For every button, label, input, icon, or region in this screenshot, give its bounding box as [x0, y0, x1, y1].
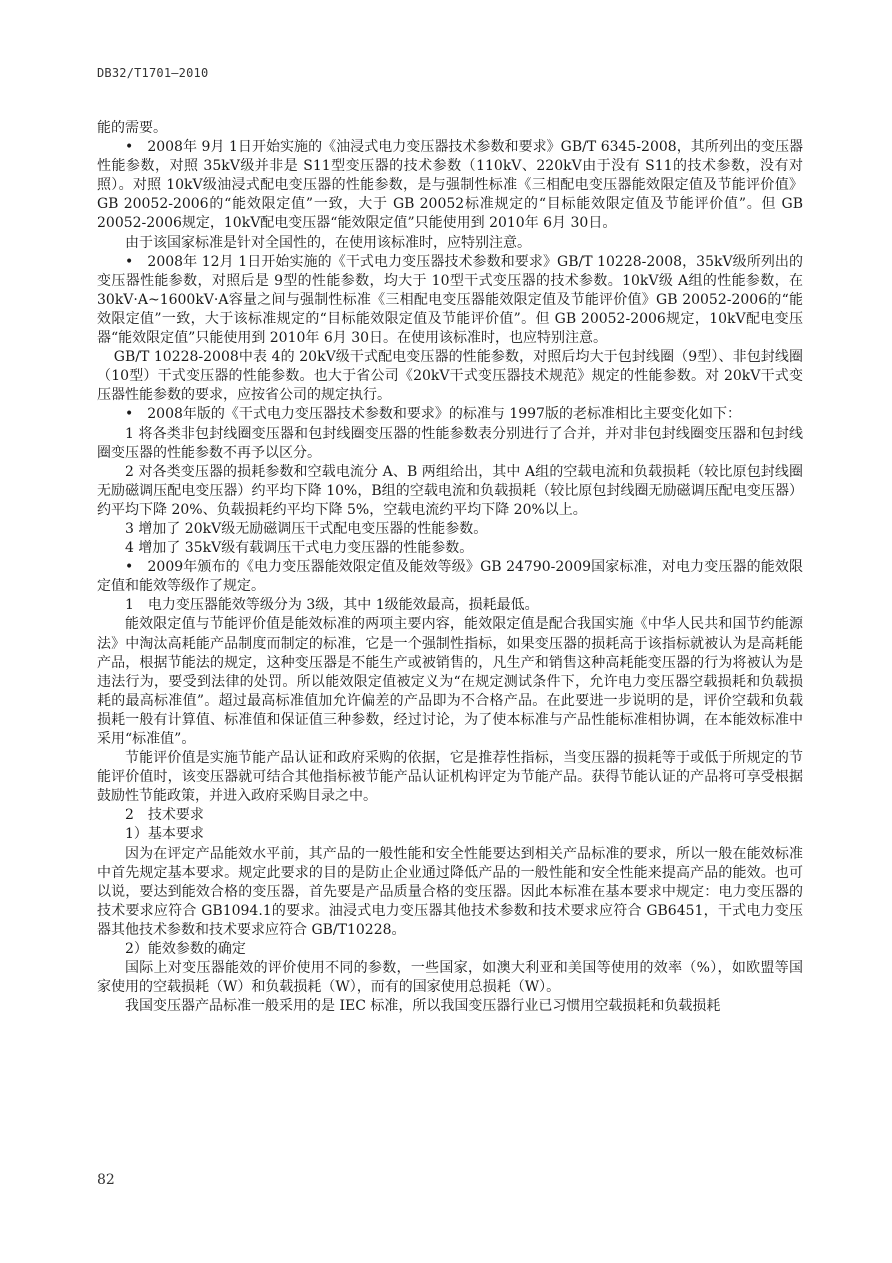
- paragraph: 国际上对变压器能效的评价使用不同的参数，一些国家，如澳大利亚和美国等使用的效率（%），如欧盟等国家使用的空载损耗（W）和负载损耗（W），而有的国家使用总损耗（W）。: [97, 960, 803, 996]
- paragraph: 因为在评定产品能效水平前，其产品的一般性能和安全性能要达到相关产品标准的要求，所以一般在能效标准中首先规定基本要求。规定此要求的目的是防止企业通过降低产品的一般性能和安全性能来提高产品的能效。也可以说，要达到能效合格的变压器，首先要是产品质量合格的变压器。因此本标准在基本要求中规定：电力变压器的技术要求应符合 GB1094.1的要求。油浸式电力变压器其他技术参数和技术要求应符合 GB6451，干式电力变压器其他技术参数和技术要求应符合 GB/T10228。: [97, 845, 803, 938]
- paragraph: • 2008年 9月 1日开始实施的《油浸式电力变压器技术参数和要求》GB/T 6345-2008，其所列出的变压器性能参数，对照 35kV级并非是 S11型变压器的技术参数（110kV、220kV由于没有 S11的技术参数，没有对照）。对照 10kV级油浸式配电变压器的性能参数，是与强制性标准《三相配电变压器能效限定值及节能评价值》GB 20052-2006的“能效限定值”一致，大于 GB 20052标准规定的“目标能效限定值及节能评价值”。但 GB 20052-2006规定，10kV配电变压器“能效限定值”只能使用到 2010年 6月 30日。: [97, 139, 803, 232]
- paragraph: 3 增加了 20kV级无励磁调压干式配电变压器的性能参数。: [125, 520, 488, 537]
- paragraph: 能效限定值与节能评价值是能效标准的两项主要内容，能效限定值是配合我国实施《中华人民共和国节约能源法》中淘汰高耗能产品制度而制定的标准，它是一个强制性指标，如果变压器的损耗高于该指标就被认为是高耗能产品，根据节能法的规定，这种变压器是不能生产或被销售的，凡生产和销售这种高耗能变压器的行为将被认为是违法行为，要受到法律的处罚。所以能效限定值被定义为“在规定测试条件下，允许电力变压器空载损耗和负载损耗的最高标准值”。超过最高标准值加允许偏差的产品即为不合格产品。在此要进一步说明的是，评价空载和负载损耗一般有计算值、标准值和保证值三种参数，经过讨论，为了使本标准与产品性能标准相协调，在本能效标准中采用“标准值”。: [97, 616, 803, 747]
- subsection-heading: 1）基本要求: [125, 826, 204, 843]
- paragraph: • 2009年颁布的《电力变压器能效限定值及能效等级》GB 24790-2009国家标准，对电力变压器的能效限定值和能效等级作了规定。: [97, 559, 803, 595]
- document-code-header: DB32/T1701—2010: [97, 66, 209, 80]
- paragraph: 节能评价值是实施节能产品认证和政府采购的依据，它是推荐性指标，当变压器的损耗等于或低于所规定的节能评价值时，该变压器就可结合其他指标被节能产品认证机构评定为节能产品。获得节能认证的产品将可享受根据鼓励性节能政策，并进入政府采购目录之中。: [97, 750, 803, 805]
- paragraph: • 2008年版的《干式电力变压器技术参数和要求》的标准与 1997版的老标准相比主要变化如下：: [125, 406, 741, 423]
- subsection-heading: 2）能效参数的确定: [125, 941, 246, 958]
- body-text: [97, 119, 803, 1016]
- paragraph: • 2008年 12月 1日开始实施的《干式电力变压器技术参数和要求》GB/T 10228-2008，35kV级所列出的变压器性能参数，对照后是 9型的性能参数，均大于 10型干式变压器的技术参数。10kV级 A组的性能参数，在 30kV·A~1600kV·A容量之间与强制性标准《三相配电变压器能效限定值及节能评价值》GB 20052-2006的“能效限定值”一致，大于该标准规定的“目标能效限定值及节能评价值”。但 GB 20052-2006规定，10kV配电变压器“能效限定值”只能使用到 2010年 6月 30日。在使用该标准时，也应特别注意。: [97, 253, 803, 347]
- paragraph: 4 增加了 35kV级有载调压干式电力变压器的性能参数。: [125, 540, 474, 557]
- paragraph: 能的需要。: [97, 120, 167, 136]
- paragraph: 我国变压器产品标准一般采用的是 IEC 标准，所以我国变压器行业已习惯用空载损耗和负载损耗: [125, 998, 721, 1015]
- paragraph: 1 电力变压器能效等级分为 3级，其中 1级能效最高，损耗最低。: [125, 597, 539, 614]
- page-number: 82: [97, 1172, 115, 1188]
- paragraph: 2 对各类变压器的损耗参数和空载电流分 A、B 两组给出，其中 A组的空载电流和负载损耗（较比原包封线圈无励磁调压配电变压器）约平均下降 10%，B组的空载电流和负载损耗（较比原包封线圈无励磁调压配电变压器）约平均下降 20%、负载损耗约平均下降 5%，空载电流约平均下降 20%以上。: [97, 463, 803, 518]
- paragraph: 由于该国家标准是针对全国性的，在使用该标准时，应特别注意。: [125, 234, 531, 251]
- paragraph: GB/T 10228-2008中表 4的 20kV级干式配电变压器的性能参数，对照后均大于包封线圈（9型）、非包封线圈（10型）干式变压器的性能参数。也大于省公司《20kV干式变压器技术规范》规定的性能参数。对 20kV干式变压器性能参数的要求，应按省公司的规定执行。: [97, 349, 803, 404]
- paragraph: 1 将各类非包封线圈变压器和包封线圈变压器的性能参数表分别进行了合并，并对非包封线圈变压器和包封线圈变压器的性能参数不再予以区分。: [97, 425, 803, 461]
- section-heading: 2 技术要求: [125, 807, 204, 824]
